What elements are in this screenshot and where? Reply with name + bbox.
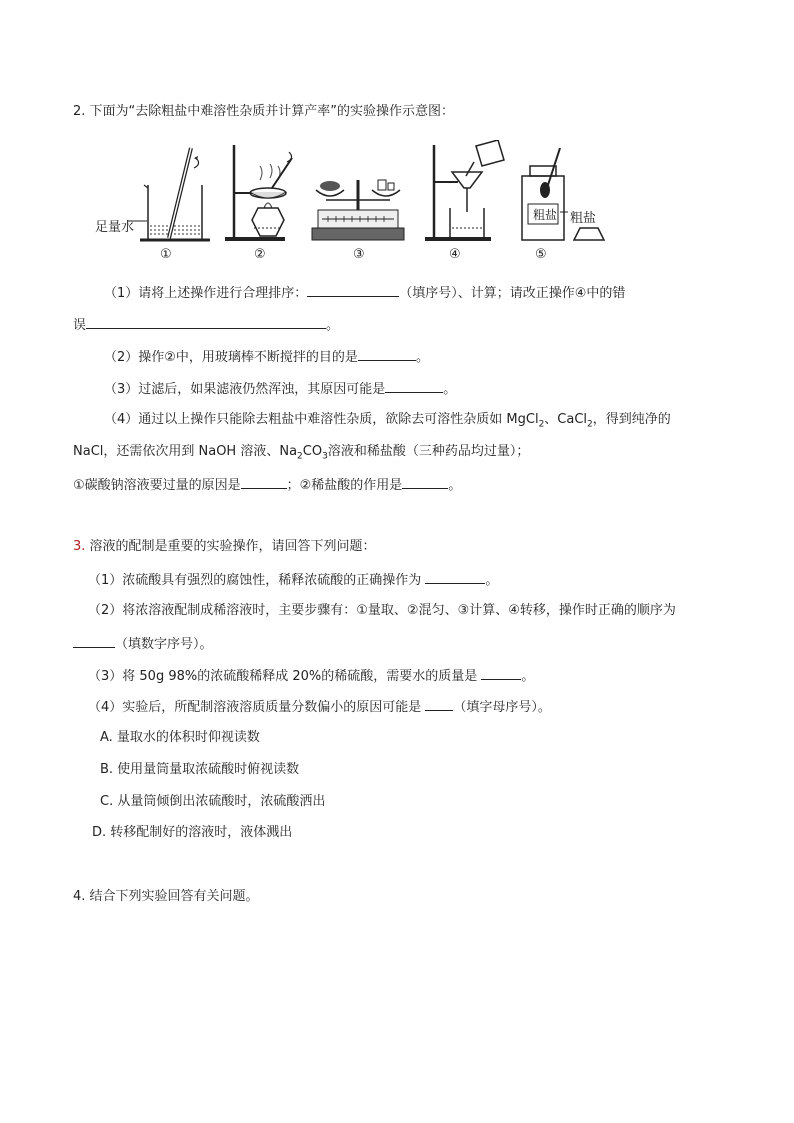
water-label: 足量水 <box>95 220 135 235</box>
q2-sub4-text-c: ，得到纯净的 <box>592 412 671 427</box>
evaporation-figure <box>225 145 292 241</box>
q2-sub4-line2 <box>73 443 529 461</box>
q3-sub2-text-b: （填数字序号）。 <box>115 637 213 652</box>
q3-number: 3. <box>73 539 86 554</box>
subscript: 2 <box>538 419 545 430</box>
answer-blank[interactable] <box>241 475 287 489</box>
q3-sub3-text: （3）将 50g 98%的浓硫酸稀释成 20%的稀硫酸，需要水的质量是 <box>88 669 478 684</box>
q3-sub4-end: （填字母序号）。 <box>453 700 551 715</box>
q2-sub2-end: 。 <box>415 350 429 365</box>
q3-sub1-line <box>88 570 498 590</box>
q2-sub2-text: （2）操作②中，用玻璃棒不断搅拌的目的是 <box>104 350 358 365</box>
q2-sub4-text-a: （4）通过以上操作只能除去粗盐中难溶性杂质，欲除去可溶性杂质如 MgCl <box>104 412 539 427</box>
q4-title: 结合下列实验回答有关问题。 <box>89 889 259 904</box>
q2-sub2-line <box>104 347 429 367</box>
q2-sub4-text-f: 溶液和稀盐酸（三种药品均过量）； <box>327 444 530 459</box>
q3-option-d: D. 转移配制好的溶液时，液体溅出 <box>92 825 293 840</box>
balance-figure <box>312 180 404 240</box>
subscript: 3 <box>322 451 328 462</box>
step-2-label: ② <box>254 247 266 262</box>
q2-sub4-line3 <box>73 475 461 495</box>
q2-number: 2. <box>73 104 86 119</box>
answer-blank[interactable] <box>425 570 485 584</box>
answer-blank[interactable] <box>385 379 443 393</box>
salt-label: 粗盐 <box>570 211 597 226</box>
q3-option-c: C. 从量筒倾倒出浓硫酸时，浓硫酸洒出 <box>100 794 326 809</box>
q3-option-b: B. 使用量筒量取浓硫酸时俯视读数 <box>100 762 300 777</box>
answer-blank[interactable] <box>425 697 453 711</box>
q3-sub4-line <box>88 697 551 717</box>
subscript: 2 <box>297 451 303 462</box>
answer-blank[interactable] <box>86 315 326 329</box>
q2-sub4-text-e: CO <box>302 444 323 459</box>
q2-sub4-text-h: ；②稀盐酸的作用是 <box>286 478 403 493</box>
q3-title-line <box>73 538 376 556</box>
q2-sub1-text-a: （1）请将上述操作进行合理排序： <box>104 286 308 301</box>
q3-option-a: A. 量取水的体积时仰视读数 <box>100 730 260 745</box>
step-3-label: ③ <box>353 247 365 262</box>
answer-blank[interactable] <box>402 475 448 489</box>
q2-sub3-text: （3）过滤后，如果滤液仍然浑浊，其原因可能是 <box>104 382 386 397</box>
q3-sub3-end: 。 <box>521 669 535 684</box>
q2-sub1-text-c: 误 <box>73 318 87 333</box>
filtration-figure <box>425 140 504 241</box>
q2-sub3-line <box>104 379 456 399</box>
step-5-label: ⑤ <box>535 247 547 262</box>
q2-sub3-end: 。 <box>443 382 457 397</box>
subscript: 2 <box>587 419 593 430</box>
answer-blank[interactable] <box>358 347 416 361</box>
q4-title-line <box>73 888 259 906</box>
q3-sub2-line2 <box>73 634 213 654</box>
q3-sub1-end: 。 <box>485 573 499 588</box>
q4-number: 4. <box>73 889 86 904</box>
q2-sub4-line1 <box>104 411 671 429</box>
q3-sub2-text-a: （2）将浓溶液配制成稀溶液时，主要步骤有：①量取、②混匀、③计算、④转移，操作时正确的顺序为 <box>88 603 676 618</box>
answer-blank[interactable] <box>73 634 115 648</box>
step-1-label: ① <box>160 247 172 262</box>
beaker-stirring-figure <box>128 148 210 240</box>
q3-sub1-text: （1）浓硫酸具有强烈的腐蚀性，稀释浓硫酸的正确操作为 <box>88 573 422 588</box>
q3-sub3-line <box>88 666 534 686</box>
q2-sub1-line1 <box>104 283 625 303</box>
answer-blank[interactable] <box>307 283 399 297</box>
q3-title: 溶液的配制是重要的实验操作，请回答下列问题： <box>89 539 376 554</box>
reagent-bottle-figure <box>522 148 604 240</box>
q2-title-line <box>73 103 454 121</box>
q3-sub2-line1 <box>88 602 676 620</box>
q2-sub4-text-i: 。 <box>448 478 462 493</box>
step-4-label: ④ <box>449 247 461 262</box>
q2-sub4-text-d: NaCl，还需依次用到 NaOH 溶液、Na <box>73 444 298 459</box>
q2-sub1-line2 <box>73 315 339 335</box>
q2-sub1-text-b: （填序号）、计算；请改正操作④中的错 <box>399 286 626 301</box>
answer-blank[interactable] <box>481 666 521 680</box>
bottle-label: 粗盐 <box>533 208 558 222</box>
q2-sub1-end: 。 <box>326 318 340 333</box>
q3-sub4-text: （4）实验后，所配制溶液溶质质量分数偏小的原因可能是 <box>88 700 422 715</box>
q2-sub4-text-b: 、CaCl <box>544 412 588 427</box>
q2-sub4-text-g: ①碳酸钠溶液要过量的原因是 <box>73 478 241 493</box>
q2-title: 下面为“去除粗盐中难溶性杂质并计算产率”的实验操作示意图： <box>89 104 455 119</box>
